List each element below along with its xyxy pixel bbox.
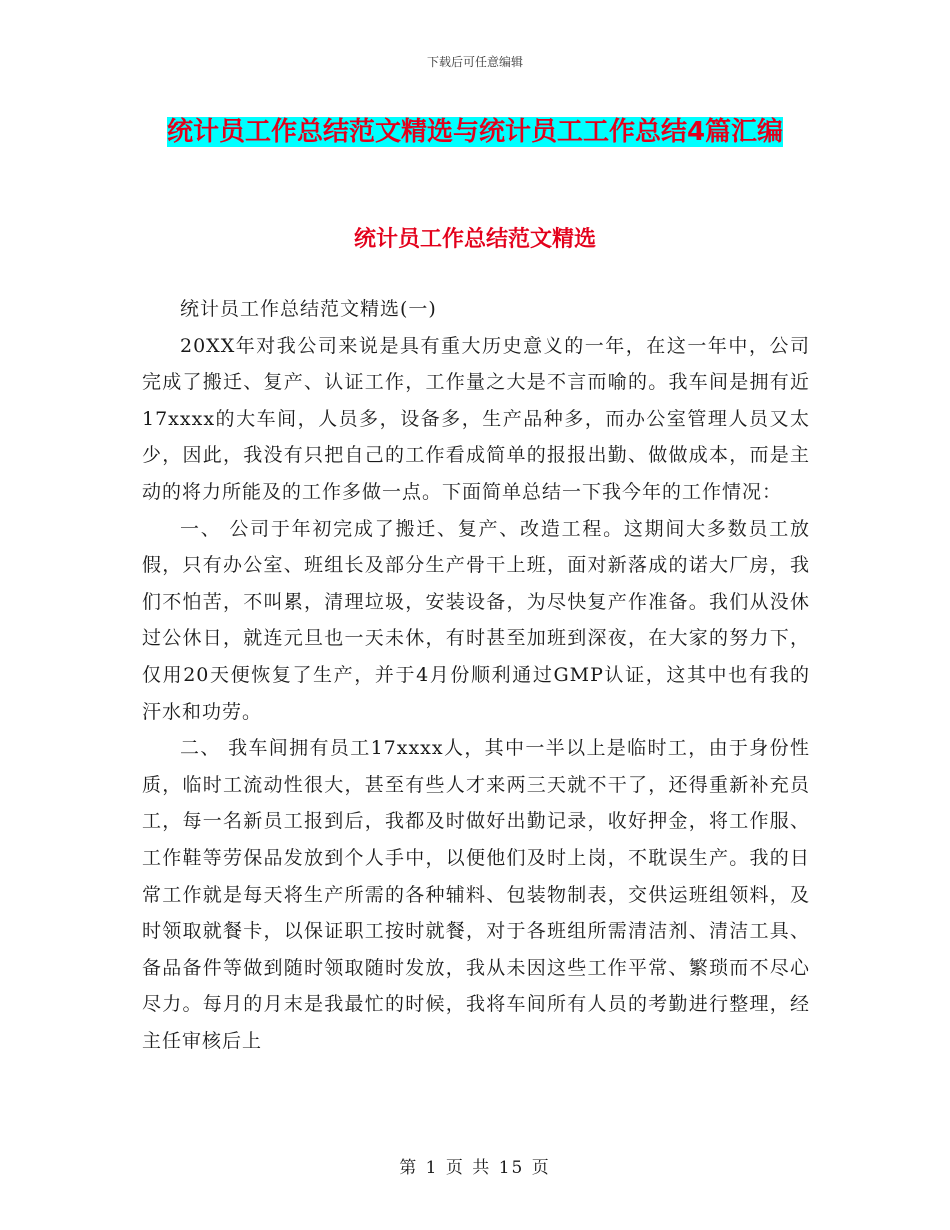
document-title <box>140 108 810 156</box>
paragraph: 统计员工作总结范文精选(一) <box>180 298 437 320</box>
document-title-text: 统计员工作总结范文精选与统计员工工作总结4篇汇编 <box>166 117 784 147</box>
paragraph: 20XX年对我公司来说是具有重大历史意义的一年，在这一年中，公司完成了搬迁、复产、认证工作，工作量之大是不言而喻的。我车间是拥有近17xxxx的大车间，人员多，设备多，生产品种多，而办公室管理人员又太少，因此，我没有只把自己的工作看成简单的报报出勤、做做成本，而是主动的将力所能及的工作多做一点。下面简单总结一下我今年的工作情况： <box>142 334 810 503</box>
page-footer: 第 1 页 共 15 页 <box>399 1158 551 1178</box>
paragraph: 二、 我车间拥有员工17xxxx人，其中一半以上是临时工，由于身份性质，临时工流动性很大，甚至有些人才来两三天就不干了，还得重新补充员工，每一名新员工报到后，我都及时做好出勤记录，收好押金，将工作服、工作鞋等劳保品发放到个人手中，以便他们及时上岗，不耽误生产。我的日常工作就是每天将生产所需的各种辅料、包装物制表，交供运班组领料，及时领取就餐卡，以保证职工按时就餐，对于各班组所需清洁剂、清洁工具、备品备件等做到随时领取随时发放，我从未因这些工作平常、繁琐而不尽心尽力。每月的月末是我最忙的时候，我将车间所有人员的考勤进行整理，经主任审核后上 <box>142 737 810 1052</box>
section-title: 统计员工作总结范文精选 <box>353 227 596 252</box>
header-note: 下载后可任意编辑 <box>426 55 523 69</box>
body-text <box>142 291 810 1059</box>
paragraph: 一、 公司于年初完成了搬迁、复产、改造工程。这期间大多数员工放假，只有办公室、班组长及部分生产骨干上班，面对新落成的诺大厂房，我们不怕苦，不叫累，清理垃圾，安装设备，为尽快复产作准备。我们从没休过公休日，就连元旦也一天未休，有时甚至加班到深夜，在大家的努力下，仅用20天便恢复了生产，并于4月份顺利通过GMP认证，这其中也有我的汗水和功劳。 <box>142 517 810 723</box>
